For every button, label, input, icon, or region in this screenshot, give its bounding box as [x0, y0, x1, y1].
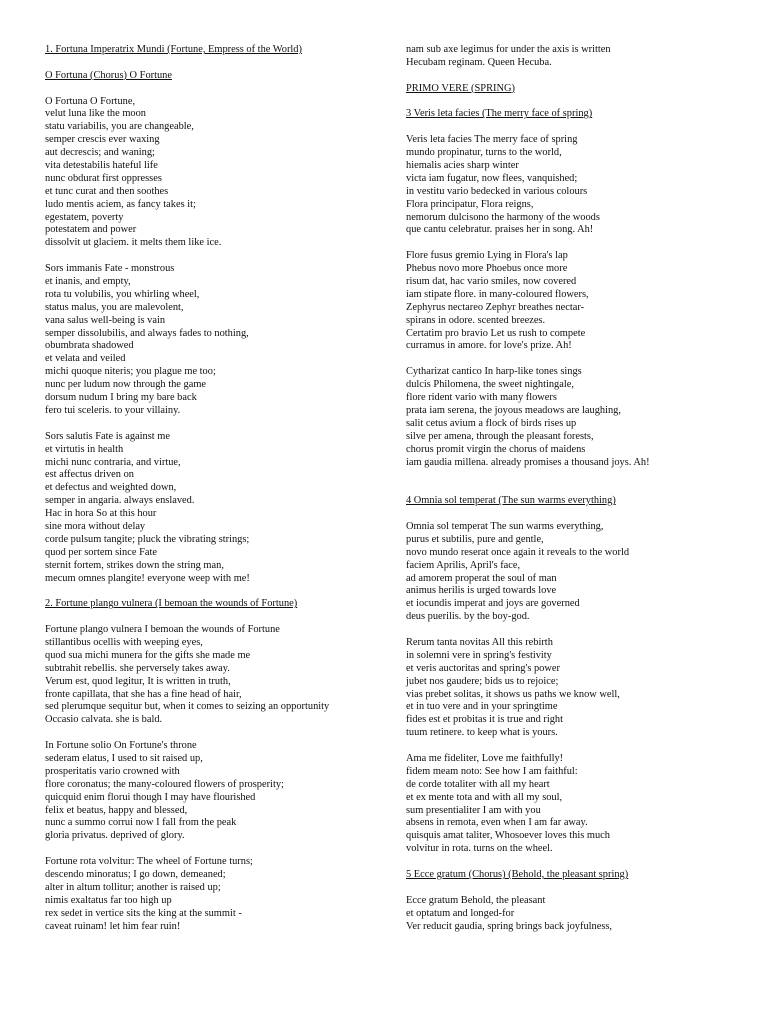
- lyric-stanza: [45, 96, 385, 251]
- spacer: [45, 843, 385, 856]
- lyric-line: victa iam fugatur, now flees, vanquished;: [406, 172, 578, 184]
- spacer: [406, 933, 756, 946]
- lyric-line: ad amorem properat the soul of man: [406, 572, 557, 584]
- lyric-line: et velata and veiled: [45, 353, 126, 365]
- spacer: [406, 856, 756, 869]
- lyric-stanza: [406, 44, 756, 70]
- lyric-line: Sors salutis Fate is against me: [45, 430, 170, 442]
- lyric-line: quod sua michi munera for the gifts she made me: [45, 649, 251, 661]
- lyric-stanza: [45, 263, 385, 418]
- lyric-line: et iocundis imperat and joys are governed: [406, 598, 580, 610]
- lyric-line: sum presentialiter I am with you: [406, 804, 541, 816]
- lyric-line: aut decrescis; and waning;: [45, 147, 155, 159]
- spacer: [45, 585, 385, 598]
- lyric-line: vana salus well-being is vain: [45, 314, 166, 326]
- lyric-line: Occasio calvata. she is bald.: [45, 714, 163, 726]
- lyric-line: et virtutis in health: [45, 443, 124, 455]
- lyric-line: Hac in hora So at this hour: [45, 508, 157, 520]
- lyric-stanza: [45, 740, 385, 843]
- spacer: [45, 418, 385, 431]
- lyric-stanza: [406, 637, 756, 740]
- spacer: [45, 250, 385, 263]
- lyric-line: quisquis amat taliter, Whosoever loves this much: [406, 830, 610, 842]
- lyric-line: dissolvit ut glaciem. it melts them like ice.: [45, 237, 222, 249]
- lyric-line: jubet nos gaudere; bids us to rejoice;: [406, 675, 559, 687]
- lyric-line: michi nunc contraria, and virtue,: [45, 456, 181, 468]
- lyric-line: chorus promit virgin the chorus of maidens: [406, 443, 586, 455]
- lyric-line: semper dissolubilis, and always fades to nothing,: [45, 327, 249, 339]
- spacer: [406, 237, 756, 250]
- lyric-line: nunc per ludum now through the game: [45, 379, 207, 391]
- lyric-line: et inanis, and empty,: [45, 276, 131, 288]
- lyric-line: purus et subtilis, pure and gentle,: [406, 533, 544, 545]
- lyric-line: Veris leta facies The merry face of spring: [406, 134, 578, 146]
- lyric-line: et veris auctoritas and spring's power: [406, 662, 560, 674]
- spacer: [406, 882, 756, 895]
- lyric-line: Fortune plango vulnera I bemoan the wounds of Fortune: [45, 624, 280, 636]
- section-heading: O Fortuna (Chorus) O Fortune: [45, 69, 172, 81]
- lyric-line: rex sedet in vertice sits the king at the summit -: [45, 907, 242, 919]
- lyric-line: gloria privatus. deprived of glory.: [45, 830, 185, 842]
- lyric-line: deus puerilis. by the boy-god.: [406, 611, 530, 623]
- lyric-line: semper in angaria. always enslaved.: [45, 495, 195, 507]
- lyric-line: egestatem, poverty: [45, 211, 124, 223]
- left-column: [45, 44, 385, 946]
- lyric-line: fronte capillata, that she has a fine head of hair,: [45, 688, 242, 700]
- spacer: [406, 740, 756, 753]
- lyric-stanza: [406, 895, 756, 934]
- lyric-line: in vestitu vario bedecked in various colours: [406, 185, 588, 197]
- lyric-line: nunc a summo corrui now I fall from the peak: [45, 817, 237, 829]
- lyric-line: subtrahit rebellis. she perversely takes away.: [45, 662, 230, 674]
- lyric-line: ludo mentis aciem, as fancy takes it;: [45, 198, 196, 210]
- spacer: [45, 933, 385, 946]
- lyric-line: nemorum dulcisono the harmony of the woods: [406, 211, 600, 223]
- lyric-line: novo mundo reserat once again it reveals to the world: [406, 546, 630, 558]
- lyric-line: mundo propinatur, turns to the world,: [406, 147, 562, 159]
- lyric-line: status malus, you are malevolent,: [45, 301, 184, 313]
- lyric-line: et in tuo vere and in your springtime: [406, 701, 558, 713]
- spacer: [406, 353, 756, 366]
- lyric-line: est affectus driven on: [45, 469, 134, 481]
- lyric-line: hiemalis acies sharp winter: [406, 160, 519, 172]
- lyric-stanza: [45, 431, 385, 586]
- spacer: [45, 611, 385, 624]
- lyric-line: curramus in amore. for love's prize. Ah!: [406, 340, 572, 352]
- spacer: [406, 482, 756, 495]
- lyric-line: Rerum tanta novitas All this rebirth: [406, 636, 553, 648]
- lyric-line: semper crescis ever waxing: [45, 134, 160, 146]
- lyric-line: Certatim pro bravio Let us rush to compete: [406, 327, 586, 339]
- section-heading: 4 Omnia sol temperat (The sun warms everything): [406, 495, 616, 507]
- lyric-line: Hecubam reginam. Queen Hecuba.: [406, 56, 552, 68]
- lyric-line: sed plerumque sequitur but, when it comes to seizing an opportunity: [45, 701, 330, 713]
- lyric-line: et defectus and weighted down,: [45, 482, 177, 494]
- lyric-line: de corde totaliter with all my heart: [406, 778, 550, 790]
- lyric-line: Ama me fideliter, Love me faithfully!: [406, 752, 564, 764]
- lyric-line: nunc obdurat first oppresses: [45, 172, 162, 184]
- lyric-line: fidem meam noto: See how I am faithful:: [406, 765, 578, 777]
- lyric-line: Phebus novo more Phoebus once more: [406, 263, 568, 275]
- spacer: [406, 96, 756, 109]
- lyric-line: velut luna like the moon: [45, 108, 146, 120]
- lyric-line: absens in remota, even when I am far away.: [406, 817, 588, 829]
- lyric-line: fero tui sceleris. to your villainy.: [45, 404, 181, 416]
- right-column: [406, 44, 756, 946]
- lyric-line: Ecce gratum Behold, the pleasant: [406, 894, 546, 906]
- lyric-line: in solemni vere in spring's festivity: [406, 649, 552, 661]
- lyric-line: que cantu celebratur. praises her in song. Ah!: [406, 224, 594, 236]
- lyric-stanza: [406, 366, 756, 469]
- section-heading: 5 Ecce gratum (Chorus) (Behold, the pleasant spring): [406, 869, 629, 880]
- lyric-line: quicquid enim florui though I may have flourished: [45, 791, 256, 803]
- lyric-line: prata iam serena, the joyous meadows are laughing,: [406, 404, 621, 416]
- lyric-stanza: [406, 134, 756, 237]
- spacer: [45, 727, 385, 740]
- section-heading: 2. Fortune plango vulnera (I bemoan the wounds of Fortune): [45, 598, 298, 610]
- lyric-line: iam gaudia millena. already promises a thousand joys. Ah!: [406, 456, 650, 468]
- lyric-line: stillantibus ocellis with weeping eyes,: [45, 636, 203, 648]
- lyric-line: vita detestabilis hateful life: [45, 160, 158, 172]
- lyric-line: iam stipate flore. in many-coloured flowers,: [406, 288, 589, 300]
- lyric-line: Omnia sol temperat The sun warms everything,: [406, 520, 604, 532]
- lyric-line: spirans in odore. scented breezes.: [406, 314, 546, 326]
- lyric-line: salit cetus avium a flock of birds rises up: [406, 417, 577, 429]
- lyric-line: vias prebet solitas, it shows us paths we know well,: [406, 688, 620, 700]
- lyric-line: flore coronatus; the many-coloured flowers of prosperity;: [45, 778, 284, 790]
- lyric-line: Sors immanis Fate - monstrous: [45, 263, 175, 275]
- lyric-line: et ex mente tota and with all my soul,: [406, 791, 563, 803]
- lyric-line: et tunc curat and then soothes: [45, 185, 169, 197]
- lyric-line: O Fortuna O Fortune,: [45, 95, 136, 107]
- lyric-line: sternit fortem, strikes down the string man,: [45, 559, 224, 571]
- spacer: [45, 83, 385, 96]
- spacer: [406, 624, 756, 637]
- spacer: [406, 121, 756, 134]
- lyric-line: felix et beatus, happy and blessed,: [45, 804, 188, 816]
- lyric-line: faciem Aprilis, April's face,: [406, 559, 521, 571]
- lyric-line: volvitur in rota. turns on the wheel.: [406, 843, 553, 855]
- lyric-stanza: [45, 624, 385, 727]
- spacer: [406, 70, 756, 83]
- lyric-line: animus herilis is urged towards love: [406, 585, 557, 597]
- lyric-stanza: [406, 753, 756, 856]
- lyric-line: caveat ruinam! let him fear ruin!: [45, 920, 181, 932]
- lyric-line: Zephyrus nectareo Zephyr breathes nectar-: [406, 301, 585, 313]
- lyric-line: quod per sortem since Fate: [45, 546, 157, 558]
- lyric-line: dulcis Philomena, the sweet nightingale,: [406, 379, 574, 391]
- lyric-line: risum dat, hac vario smiles, now covered: [406, 276, 577, 288]
- lyric-line: sederam elatus, I used to sit raised up,: [45, 752, 203, 764]
- lyric-line: flore rident vario with many flowers: [406, 392, 557, 404]
- lyric-line: Flore fusus gremio Lying in Flora's lap: [406, 250, 568, 262]
- lyric-line: statu variabilis, you are changeable,: [45, 121, 194, 133]
- section-heading: PRIMO VERE (SPRING): [406, 82, 515, 94]
- lyric-line: Fortune rota volvitur: The wheel of Fortune turns;: [45, 856, 253, 868]
- lyric-line: silve per amena, through the pleasant forests,: [406, 430, 594, 442]
- lyric-line: Flora principatur, Flora reigns,: [406, 198, 534, 210]
- lyric-line: tuum retinere. to keep what is yours.: [406, 727, 558, 739]
- lyric-line: alter in altum tollitur; another is raised up;: [45, 881, 221, 893]
- lyric-line: In Fortune solio On Fortune's throne: [45, 740, 197, 752]
- lyric-line: michi quoque niteris; you plague me too;: [45, 366, 216, 378]
- lyric-stanza: [45, 856, 385, 933]
- lyric-line: nam sub axe legimus for under the axis is written: [406, 44, 611, 55]
- lyric-stanza: [406, 521, 756, 624]
- spacer: [45, 57, 385, 70]
- lyric-line: nimis exaltatus far too high up: [45, 894, 172, 906]
- lyric-line: corde pulsum tangite; pluck the vibrating strings;: [45, 533, 250, 545]
- lyric-line: obumbrata shadowed: [45, 340, 134, 352]
- lyric-line: sine mora without delay: [45, 520, 146, 532]
- lyric-line: prosperitatis vario crowned with: [45, 765, 180, 777]
- lyric-line: dorsum nudum I bring my bare back: [45, 392, 197, 404]
- lyric-line: mecum omnes plangite! everyone weep with me!: [45, 572, 250, 584]
- lyric-line: Cytharizat cantico In harp-like tones sings: [406, 366, 582, 378]
- lyric-stanza: [406, 250, 756, 353]
- lyric-line: Verum est, quod legitur, It is written in truth,: [45, 675, 231, 687]
- lyric-line: rota tu volubilis, you whirling wheel,: [45, 288, 200, 300]
- lyric-line: descendo minoratus; I go down, demeaned;: [45, 869, 226, 880]
- section-heading: 3 Veris leta facies (The merry face of spring): [406, 108, 593, 120]
- section-heading: 1. Fortuna Imperatrix Mundi (Fortune, Empress of the World): [45, 44, 302, 55]
- spacer: [406, 508, 756, 521]
- spacer: [406, 469, 756, 482]
- lyric-line: fides est et probitas it is true and right: [406, 714, 563, 726]
- lyric-line: et optatum and longed-for: [406, 907, 515, 919]
- lyric-line: potestatem and power: [45, 224, 137, 236]
- lyric-line: Ver reducit gaudia, spring brings back joyfulness,: [406, 920, 613, 932]
